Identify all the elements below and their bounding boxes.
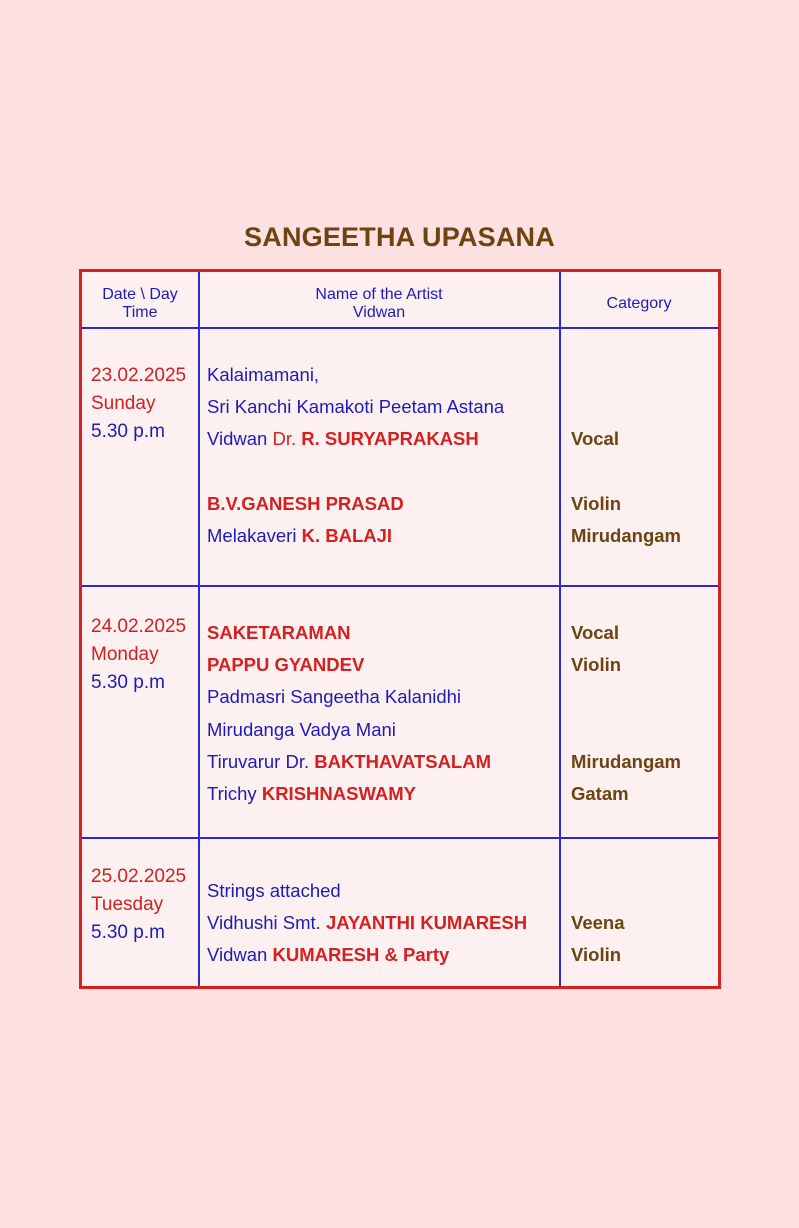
row-date-time [91,613,186,697]
header-category: Category [606,295,672,312]
column-divider [559,272,561,986]
row-date: 24.02.2025 [91,616,187,637]
category-label: Mirudangam [571,751,681,772]
category-label: Violin [571,944,622,965]
artist-line: Vidwan Dr. R. SURYAPRAKASH [207,428,479,449]
schedule-table [79,269,721,989]
header-artist: Name of the Artist Vidwan [315,286,443,321]
category-label: Mirudangam [571,525,681,546]
artist-line: PAPPU GYANDEV [207,654,365,675]
artist-line: Strings attached [207,880,341,901]
row-time: 5.30 p.m [91,922,165,943]
artist-line: Vidwan KUMARESH & Party [207,944,450,965]
artist-line: Sri Kanchi Kamakoti Peetam Astana [207,396,505,417]
row-day: Monday [91,644,159,665]
row-date: 23.02.2025 [91,365,187,386]
category-label: Vocal [571,622,619,643]
artist-line: Tiruvarur Dr. BAKTHAVATSALAM [207,751,492,772]
row-time: 5.30 p.m [91,672,165,693]
category-label: Veena [571,912,625,933]
page-title: SANGEETHA UPASANA [244,222,555,252]
artist-line: Vidhushi Smt. JAYANTHI KUMARESH [207,912,528,933]
row-date-time [91,863,186,947]
artist-line: Trichy KRISHNASWAMY [207,783,416,804]
row-date-time [91,362,186,446]
category-label: Gatam [571,783,629,804]
artist-line: SAKETARAMAN [207,622,351,643]
artist-line: Padmasri Sangeetha Kalanidhi [207,686,462,707]
category-label: Violin [571,493,622,514]
header-date-time: Date \ Day Time [102,286,178,321]
row-divider [82,585,718,587]
row-divider [82,837,718,839]
column-divider [198,272,200,986]
row-day: Sunday [91,393,156,414]
artist-line: B.V.GANESH PRASAD [207,493,404,514]
row-divider [82,327,718,329]
category-label: Violin [571,654,622,675]
row-day: Tuesday [91,894,164,915]
artist-line: Kalaimamani, [207,364,320,385]
row-date: 25.02.2025 [91,866,187,887]
category-label: Vocal [571,428,619,449]
row-time: 5.30 p.m [91,421,165,442]
artist-line: Melakaveri K. BALAJI [207,525,393,546]
artist-line: Mirudanga Vadya Mani [207,719,396,740]
